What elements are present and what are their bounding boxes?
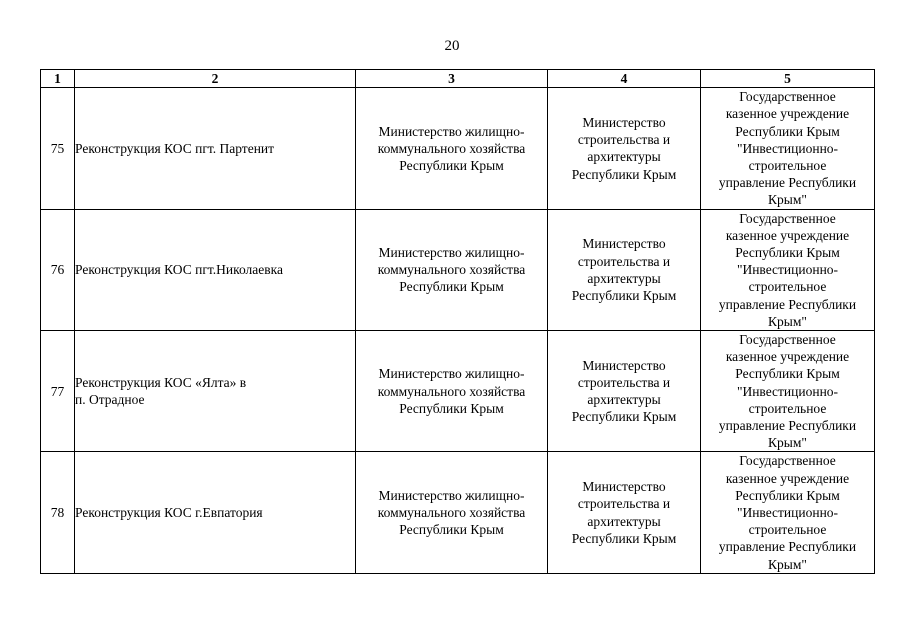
ministry-construction-cell <box>548 209 701 330</box>
cell-line: казенное учреждение <box>725 227 850 243</box>
cell-line: Крым" <box>768 313 807 329</box>
project-name <box>75 331 356 452</box>
cell-line: управление Республики <box>718 539 857 555</box>
project-name: Реконструкция КОС г.Евпатория <box>75 452 356 573</box>
cell-line: коммунального хозяйства <box>377 140 526 156</box>
cell-line: строительства и <box>577 132 671 148</box>
projects-table <box>40 69 875 574</box>
cell-line: казенное учреждение <box>725 349 850 365</box>
row-number: 77 <box>41 331 75 452</box>
institution-cell <box>701 88 875 209</box>
cell-line: казенное учреждение <box>725 470 850 486</box>
cell-line: Республики Крым <box>571 166 677 182</box>
ministry-construction-cell <box>548 452 701 573</box>
cell-line: п. Отрадное <box>75 392 145 408</box>
cell-line: архитектуры <box>587 270 661 286</box>
cell-line: Государственное <box>739 89 836 105</box>
project-name: Реконструкция КОС пгт.Николаевка <box>75 209 356 330</box>
cell-line: Министерство <box>582 236 666 252</box>
column-header-1: 1 <box>41 70 75 88</box>
cell-line: Республики Крым <box>399 279 504 295</box>
cell-line: строительное <box>748 400 827 416</box>
cell-line: управление Республики <box>718 175 857 191</box>
column-header-5: 5 <box>701 70 875 88</box>
institution-cell <box>701 209 875 330</box>
cell-line: Республики Крым <box>399 522 504 538</box>
cell-line: Республики Крым <box>735 366 840 382</box>
ministry-construction-cell <box>548 331 701 452</box>
ministry-housing-cell <box>356 88 548 209</box>
cell-line: Крым" <box>768 192 807 208</box>
cell-line: казенное учреждение <box>725 106 850 122</box>
cell-line: Республики Крым <box>399 400 504 416</box>
table-header-row <box>41 70 875 88</box>
cell-line: Республики Крым <box>399 158 504 174</box>
cell-line: "Инвестиционно- <box>736 383 839 399</box>
cell-line: коммунального хозяйства <box>377 262 526 278</box>
cell-line: "Инвестиционно- <box>736 262 839 278</box>
cell-line: "Инвестиционно- <box>736 505 839 521</box>
institution-cell <box>701 331 875 452</box>
cell-line: строительства и <box>577 253 671 269</box>
cell-line: Министерство <box>582 115 666 130</box>
column-header-3: 3 <box>356 70 548 88</box>
institution-cell <box>701 452 875 573</box>
cell-line: Крым" <box>768 556 807 572</box>
row-number: 78 <box>41 452 75 573</box>
ministry-housing-cell <box>356 331 548 452</box>
cell-line: Государственное <box>739 210 836 226</box>
cell-line: Министерство <box>582 479 666 495</box>
table-row <box>41 88 875 209</box>
cell-line: управление Республики <box>718 418 857 434</box>
cell-line: Министерство жилищно- <box>378 487 525 503</box>
table-row <box>41 452 875 573</box>
cell-line: Министерство жилищно- <box>378 366 525 382</box>
ministry-housing-cell <box>356 209 548 330</box>
table-row <box>41 331 875 452</box>
cell-line: "Инвестиционно- <box>736 140 839 156</box>
cell-line: Крым" <box>768 435 807 451</box>
project-name: Реконструкция КОС пгт. Партенит <box>75 88 356 209</box>
ministry-construction-cell <box>548 88 701 209</box>
cell-line: Республики Крым <box>735 245 840 261</box>
cell-line: Министерство <box>582 357 666 373</box>
row-number: 75 <box>41 88 75 209</box>
column-header-4: 4 <box>548 70 701 88</box>
cell-line: Государственное <box>739 332 836 348</box>
cell-line: коммунального хозяйства <box>377 505 526 521</box>
cell-line: строительства и <box>577 496 671 512</box>
cell-line: архитектуры <box>587 513 661 529</box>
cell-line: архитектуры <box>587 392 661 408</box>
cell-line: строительное <box>748 279 827 295</box>
cell-line: управление Республики <box>718 296 857 312</box>
cell-line: архитектуры <box>587 149 661 165</box>
cell-line: Республики Крым <box>571 530 677 546</box>
cell-line: Государственное <box>739 453 836 469</box>
cell-line: коммунального хозяйства <box>377 383 526 399</box>
table-row <box>41 209 875 330</box>
page-number: 20 <box>444 38 460 54</box>
cell-line: Министерство жилищно- <box>378 245 525 261</box>
cell-line: Республики Крым <box>735 123 840 139</box>
row-number: 76 <box>41 209 75 330</box>
cell-line: Республики Крым <box>571 288 677 304</box>
column-header-2: 2 <box>75 70 356 88</box>
cell-line: строительства и <box>577 375 671 391</box>
cell-line: Реконструкция КОС «Ялта» в <box>75 375 247 391</box>
cell-line: строительное <box>748 522 827 538</box>
cell-line: Республики Крым <box>571 409 677 425</box>
ministry-housing-cell <box>356 452 548 573</box>
cell-line: Министерство жилищно- <box>378 123 525 139</box>
cell-line: Республики Крым <box>735 487 840 503</box>
cell-line: строительное <box>748 158 827 174</box>
